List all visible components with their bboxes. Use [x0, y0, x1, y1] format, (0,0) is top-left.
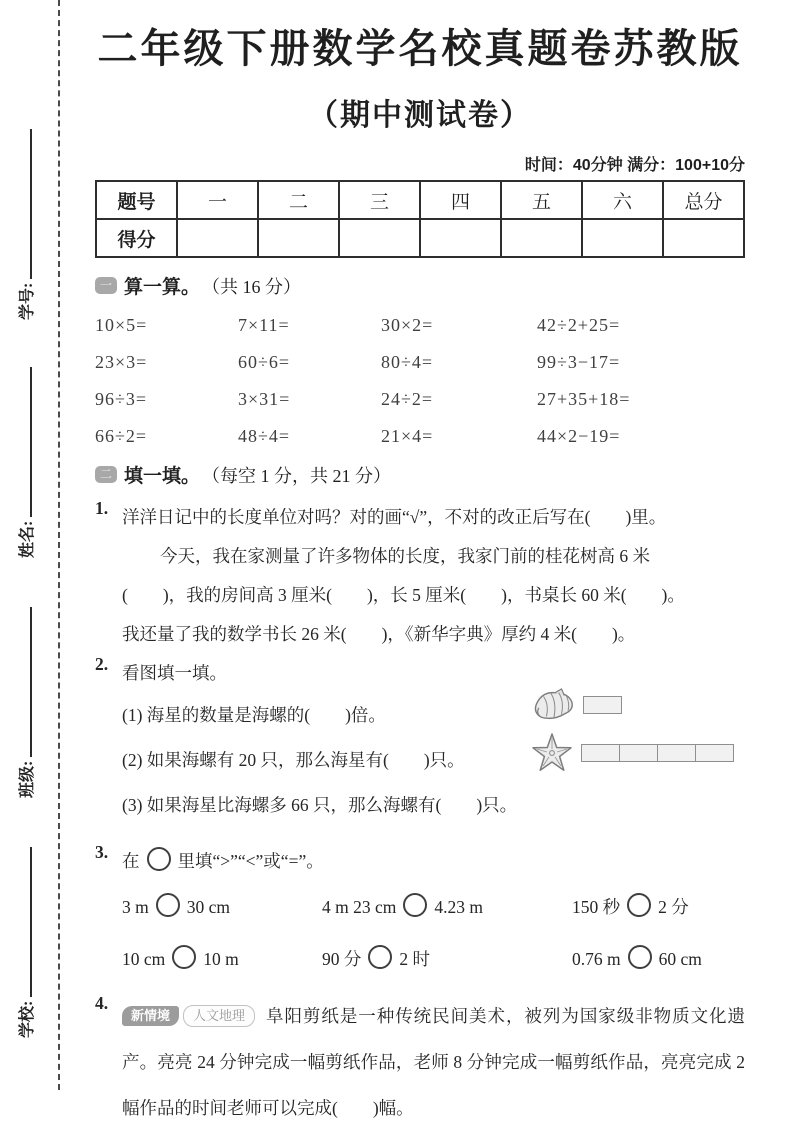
- score-col-header: 一: [177, 181, 258, 219]
- comparison-circle: [368, 945, 392, 969]
- school-label: 学校:: [19, 1000, 36, 1038]
- starfish-row: [530, 732, 745, 774]
- score-col-header: 三: [339, 181, 420, 219]
- question-3: [95, 842, 745, 977]
- question-2-title: 看图填一填。: [122, 663, 227, 683]
- question-4-number: 4.: [95, 993, 109, 1013]
- student-id-blank-line: [16, 129, 32, 279]
- calc-problem: 3×31=: [238, 389, 291, 409]
- conch-shell-icon: [530, 688, 576, 722]
- new-context-badge: 新情境: [122, 1006, 179, 1026]
- starfish-icon: [530, 732, 574, 774]
- comparison-right: 4.23 m: [434, 897, 483, 917]
- calc-problem: 99÷3−17=: [537, 352, 621, 372]
- score-cell: [339, 219, 420, 257]
- score-cell: [420, 219, 501, 257]
- comparison-right: 30 cm: [186, 897, 231, 917]
- question-3-title-prefix: 在: [122, 851, 140, 871]
- question-2: [95, 654, 745, 828]
- question-2-number: 2.: [95, 654, 109, 674]
- comparison-right: 2 分: [658, 897, 689, 917]
- calc-problem: 21×4=: [381, 426, 434, 446]
- question-2-item: (1) 海星的数量是海螺的( )倍。: [122, 705, 386, 725]
- score-cell: [258, 219, 339, 257]
- calc-problem: 48÷4=: [238, 426, 291, 446]
- score-col-header: 四: [420, 181, 501, 219]
- score-cell: [501, 219, 582, 257]
- comparison-circle: [172, 945, 196, 969]
- score-cell: [177, 219, 258, 257]
- calc-problem-grid: [95, 307, 745, 455]
- question-3-title-suffix: 里填“>”“<”或“=”。: [177, 851, 324, 871]
- score-table-score-row: [96, 219, 744, 257]
- section-one-points: （共 16 分）: [202, 276, 302, 297]
- section-two-badge-icon: 二: [95, 466, 117, 483]
- question-1-line: ( )，我的房间高 3 厘米( )，长 5 厘米( )，书桌长 60 米( )。: [122, 585, 685, 605]
- calc-problem: 30×2=: [381, 315, 434, 335]
- calc-problem: 60÷6=: [238, 352, 291, 372]
- comparison-left: 0.76 m: [572, 949, 621, 969]
- section-two-points: （每空 1 分，共 21 分）: [202, 465, 392, 486]
- unit-box: [581, 744, 620, 762]
- question-1-line: 我还量了我的数学书长 26 米( )，《新华字典》厚约 4 米( )。: [122, 624, 636, 644]
- unit-box: [583, 696, 622, 714]
- score-cell: [582, 219, 663, 257]
- comparison-circle: [627, 893, 651, 917]
- comparison-left: 3 m: [122, 897, 149, 917]
- question-1-number: 1.: [95, 498, 109, 518]
- comparison-left: 10 cm: [122, 949, 166, 969]
- comparison-right: 2 时: [399, 949, 430, 969]
- student-id-label: 学号:: [19, 282, 36, 320]
- class-field: [14, 558, 50, 798]
- unit-box: [695, 744, 734, 762]
- sea-creature-figure: [530, 688, 745, 784]
- section-two-header: [95, 461, 745, 488]
- question-3-number: 3.: [95, 842, 109, 862]
- student-name-field: [14, 318, 50, 558]
- comparison-left: 90 分: [322, 949, 362, 969]
- section-one-header: [95, 272, 745, 299]
- comparison-item: [122, 941, 322, 977]
- page-subtitle: （期中测试卷）: [308, 99, 532, 132]
- comparison-circle: [156, 893, 180, 917]
- calc-problem: 24÷2=: [381, 389, 434, 409]
- seal-dashed-line: [58, 0, 60, 1090]
- calc-problem: 96÷3=: [95, 389, 148, 409]
- comparison-right: 10 m: [203, 949, 239, 969]
- humanities-geography-badge: 人文地理: [183, 1005, 255, 1027]
- unit-box: [619, 744, 658, 762]
- class-blank-line: [16, 607, 32, 757]
- score-col-header: 六: [582, 181, 663, 219]
- student-id-field: [14, 80, 50, 320]
- comparison-left: 150 秒: [572, 897, 621, 917]
- student-name-blank-line: [16, 367, 32, 517]
- score-row-label: 得分: [96, 219, 177, 257]
- calc-problem: 44×2−19=: [537, 426, 621, 446]
- conch-bar: [584, 696, 622, 714]
- score-table-header-row: [96, 181, 744, 219]
- class-label: 班级:: [19, 760, 36, 798]
- starfish-bar: [582, 744, 734, 762]
- score-col-header: 题号: [96, 181, 177, 219]
- comparison-item: [572, 889, 772, 925]
- student-name-label: 姓名:: [19, 520, 36, 558]
- question-3-title: [122, 842, 745, 881]
- page-title: 二年级下册数学名校真题卷苏教版: [97, 27, 743, 71]
- question-2-item: (2) 如果海螺有 20 只，那么海星有( )只。: [122, 750, 465, 770]
- comparison-right: 60 cm: [658, 949, 702, 969]
- score-col-header: 二: [258, 181, 339, 219]
- question-1: [95, 498, 745, 654]
- time-score-info: 时间：40分钟 满分：100+10分: [524, 157, 745, 174]
- comparison-left: 4 m 23 cm: [322, 897, 397, 917]
- calc-problem: 66÷2=: [95, 426, 148, 446]
- question-4: [95, 993, 745, 1122]
- comparison-item: [122, 889, 322, 925]
- question-2-item: (3) 如果海星比海螺多 66 只，那么海螺有( )只。: [122, 795, 518, 815]
- school-blank-line: [16, 847, 32, 997]
- school-field: [14, 798, 50, 1038]
- comparison-circle: [628, 945, 652, 969]
- conch-row: [530, 688, 745, 722]
- calc-problem: 7×11=: [238, 315, 290, 335]
- section-two-title: 填一填。: [124, 466, 201, 487]
- score-cell: [663, 219, 744, 257]
- calc-problem: 42÷2+25=: [537, 315, 621, 335]
- section-one-title: 算一算。: [124, 277, 201, 298]
- score-col-header: 总分: [663, 181, 744, 219]
- unit-box: [657, 744, 696, 762]
- question-1-line: 洋洋日记中的长度单位对吗？对的画“√”，不对的改正后写在( )里。: [122, 507, 667, 527]
- comparison-grid: [122, 889, 745, 977]
- question-4-text: [122, 993, 745, 1122]
- question-4-body: 阜阳剪纸是一种传统民间美术，被列为国家级非物质文化遗产。亮亮 24 分钟完成一幅剪纸作品，老师 8 分钟完成一幅剪纸作品，亮亮完成 2 幅作品的时间老师可以完成( )幅。: [122, 1006, 745, 1118]
- section-one-badge-icon: 一: [95, 277, 117, 294]
- comparison-item: [572, 941, 772, 977]
- score-col-header: 五: [501, 181, 582, 219]
- comparison-circle: [147, 847, 171, 871]
- calc-problem: 27+35+18=: [537, 389, 631, 409]
- score-table: [95, 180, 745, 258]
- comparison-circle: [403, 893, 427, 917]
- comparison-item: [322, 889, 572, 925]
- calc-problem: 80÷4=: [381, 352, 434, 372]
- comparison-item: [322, 941, 572, 977]
- question-1-line: 今天，我在家测量了许多物体的长度，我家门前的桂花树高 6 米: [160, 546, 650, 566]
- calc-problem: 23×3=: [95, 352, 148, 372]
- calc-problem: 10×5=: [95, 315, 148, 335]
